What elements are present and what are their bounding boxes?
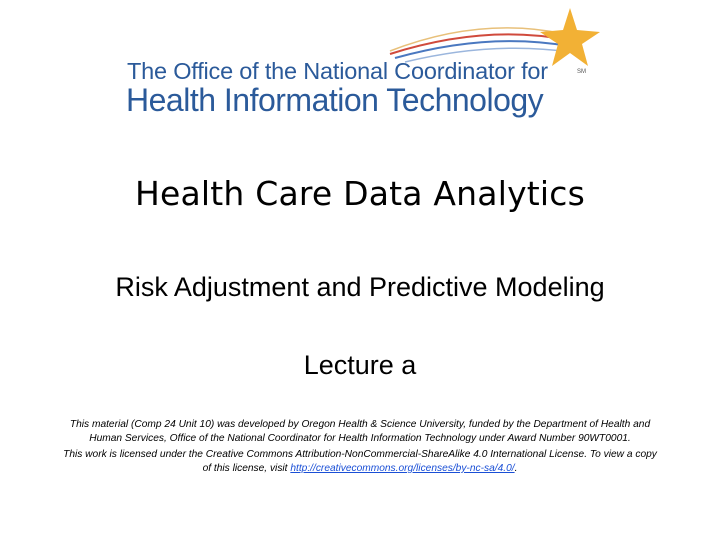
license-text: This work is licensed under the Creative Commons Attribution-NonCommercial-ShareAlike 4.0 International License. To view a copy of this license, visit bbox=[63, 449, 657, 474]
material-credit: This material (Comp 24 Unit 10) was developed by Oregon Health & Science University, funded by the Department of Health and Human Services, Office of the National Coordinator for Health Information Technology under Award Number 90WT0001. bbox=[69, 419, 651, 444]
lecture-label: Lecture a bbox=[303, 350, 417, 380]
slide-title: Health Care Data Analytics bbox=[134, 174, 586, 213]
onc-logo bbox=[120, 6, 600, 124]
logo-text-line2: Health Information Technology bbox=[126, 82, 544, 118]
star-icon bbox=[540, 8, 600, 66]
slide-subtitle: Risk Adjustment and Predictive Modeling bbox=[115, 272, 605, 302]
credits-block bbox=[60, 418, 660, 478]
license-credit bbox=[60, 448, 660, 476]
service-mark: SM bbox=[577, 69, 586, 75]
logo-text-line1: The Office of the National Coordinator for bbox=[127, 58, 548, 84]
license-link[interactable]: http://creativecommons.org/licenses/by-nc-sa/4.0/ bbox=[290, 463, 515, 474]
license-suffix: . bbox=[514, 463, 518, 474]
